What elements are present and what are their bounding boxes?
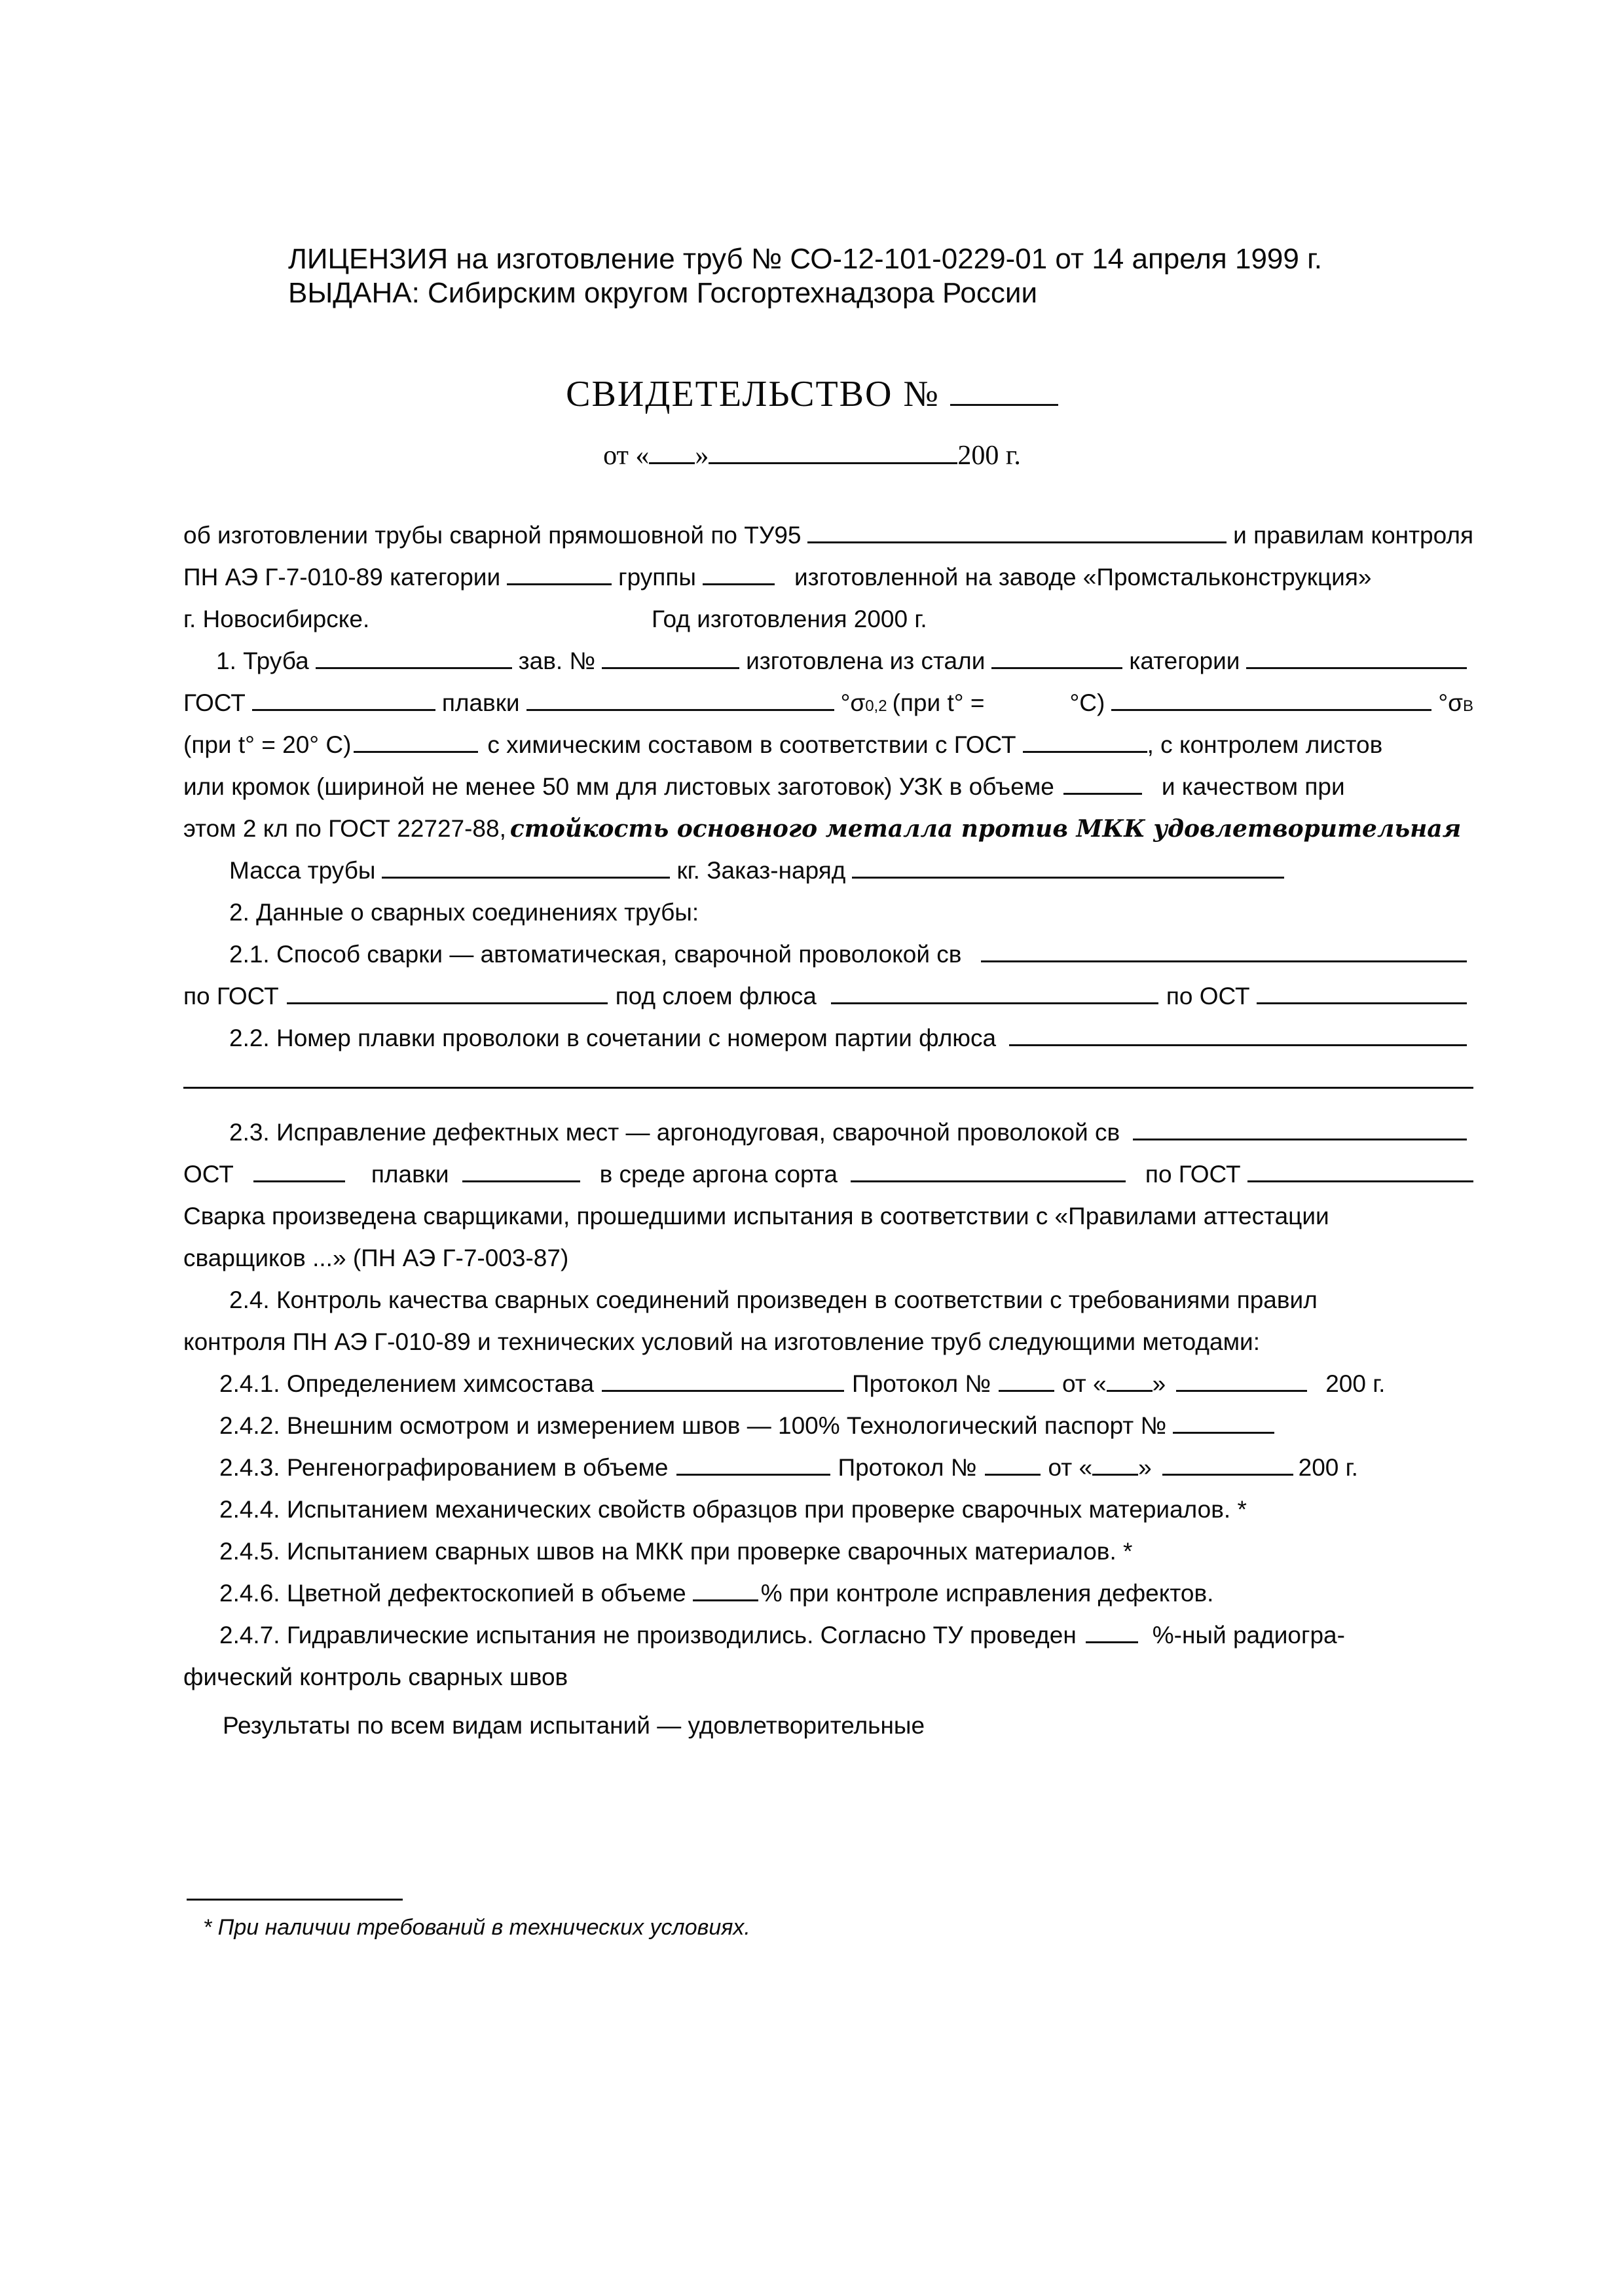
group-blank xyxy=(703,564,775,585)
date-month-blank xyxy=(709,443,957,464)
mass-line xyxy=(183,855,1473,886)
item1-line-2 xyxy=(183,687,1473,722)
item-text: изготовлена из стали xyxy=(746,647,986,674)
item-text: 2.2. Номер плавки проволоки в сочетании с номером партии флюса xyxy=(229,1025,997,1051)
item-text: от « xyxy=(1048,1454,1093,1481)
license-line xyxy=(288,241,1473,278)
issued-text: ВЫДАНА: Сибирским округом Госгортехнадзора России xyxy=(288,277,1038,309)
s241-line xyxy=(183,1368,1473,1400)
certificate-number-blank xyxy=(950,384,1058,406)
order-blank xyxy=(852,857,1284,879)
item-text: , с контролем листов xyxy=(1147,731,1383,758)
date-close-quote: » xyxy=(695,441,709,471)
item-text: кг. Заказ-наряд xyxy=(676,857,846,884)
month-blank xyxy=(1162,1454,1293,1476)
continuation-blank xyxy=(183,1067,1473,1089)
tu-blank xyxy=(807,522,1227,543)
item-text: Протокол № xyxy=(838,1454,977,1481)
intro-line-2 xyxy=(183,562,1473,593)
item-text: зав. № xyxy=(518,647,596,674)
s23-line-4 xyxy=(183,1243,1473,1274)
handwritten-note: стойкость основного металла против МКК удовлетворительная xyxy=(509,815,1462,843)
protocol-blank xyxy=(999,1370,1054,1392)
date-day-blank xyxy=(649,443,695,464)
s23-line-3 xyxy=(183,1201,1473,1232)
item-text: 2.1. Способ сварки — автоматическая, сварочной проволокой св xyxy=(229,941,962,968)
item-text: или кромок (шириной не менее 50 мм для листовых заготовок) УЗК в объеме xyxy=(183,773,1054,800)
item2-title xyxy=(183,897,1473,928)
protocol-blank xyxy=(985,1454,1041,1476)
results-line xyxy=(183,1710,1473,1741)
item1-line-4 xyxy=(183,771,1473,803)
item-text: под слоем флюса xyxy=(615,983,817,1010)
section-title: 2. Данные о сварных соединениях трубы: xyxy=(229,899,699,926)
argon-grade-blank xyxy=(851,1161,1126,1182)
s244-line xyxy=(183,1494,1473,1525)
s21-line-1 xyxy=(183,939,1473,970)
item-text: от « xyxy=(1062,1370,1107,1397)
intro-text: группы xyxy=(618,564,696,591)
intro-text: и правилам контроля xyxy=(1233,522,1473,549)
intro-text: изготовленной на заводе «Промстальконструкция» xyxy=(794,564,1372,591)
item-text: 2.4.2. Внешним осмотром и измерением швов — 100% Технологический паспорт № xyxy=(219,1412,1167,1439)
date-from-label: от « xyxy=(603,441,650,471)
item-text: плавки xyxy=(371,1161,449,1188)
item-text: по ГОСТ xyxy=(1145,1161,1241,1188)
item-text: % при контроле исправления дефектов. xyxy=(760,1580,1214,1607)
intro-line-1 xyxy=(183,520,1473,551)
category-blank xyxy=(1246,647,1467,669)
results-text: Результаты по всем видам испытаний — удовлетворительные xyxy=(223,1712,925,1739)
issued-line xyxy=(288,275,1473,312)
wire-blank xyxy=(981,941,1467,962)
wire-gost-blank xyxy=(287,983,608,1004)
license-text: ЛИЦЕНЗИЯ на изготовление труб № СО-12-101-0229-01 от 14 апреля 1999 г. xyxy=(288,243,1322,275)
item-text: 2.4.7. Гидравлические испытания не производились. Согласно ТУ проведен xyxy=(219,1622,1077,1649)
s23-line-2 xyxy=(183,1159,1473,1190)
item-text: фический контроль сварных швов xyxy=(183,1664,568,1690)
item-text: 2.4. Контроль качества сварных соединений произведен в соответствии с требованиями правил xyxy=(229,1286,1318,1313)
s22-line xyxy=(183,1023,1473,1054)
footnote-text: * При наличии требований в технических условиях. xyxy=(203,1915,750,1940)
day-blank xyxy=(1092,1454,1138,1476)
s21-line-2 xyxy=(183,981,1473,1012)
s23-line-1 xyxy=(183,1117,1473,1148)
item-text: Масса трубы xyxy=(229,857,376,884)
serial-blank xyxy=(602,647,739,669)
uzk-volume-blank xyxy=(1063,773,1142,795)
item-text: 2.4.1. Определением химсостава xyxy=(219,1370,595,1397)
strength-blank xyxy=(354,731,478,753)
item-text: 2.4.3. Ренгенографированием в объеме xyxy=(219,1454,669,1481)
s247-line-1 xyxy=(183,1620,1473,1651)
s242-line xyxy=(183,1410,1473,1442)
chem-gost-blank xyxy=(1023,731,1147,753)
item-text: 2.4.5. Испытанием сварных швов на МКК при проверке сварочных материалов. * xyxy=(219,1538,1133,1565)
sigma-blank xyxy=(1111,689,1431,711)
s243-line xyxy=(183,1452,1473,1484)
category-blank xyxy=(507,564,612,585)
item-text: » xyxy=(1138,1454,1152,1481)
s245-line xyxy=(183,1536,1473,1567)
item1-line-3 xyxy=(183,729,1473,761)
item-text: 1. Труба xyxy=(216,647,309,674)
item-text: 200 г. xyxy=(1325,1370,1386,1397)
item-text: ОСТ xyxy=(183,1161,234,1188)
item-text: сварщиков ...» (ПН АЭ Г-7-003-87) xyxy=(183,1245,569,1271)
mass-blank xyxy=(382,857,670,879)
repair-wire-blank xyxy=(1133,1119,1467,1140)
item-text: ГОСТ xyxy=(183,689,246,716)
day-blank xyxy=(1107,1370,1153,1392)
item-text: по ГОСТ xyxy=(183,983,279,1010)
sigma-b-sub: В xyxy=(1462,697,1473,715)
s22-continuation xyxy=(183,1067,1473,1089)
repair-ost-blank xyxy=(253,1161,345,1182)
item-text: 2.3. Исправление дефектных мест — аргонодуговая, сварочной проволокой св xyxy=(229,1119,1120,1146)
intro-line-3 xyxy=(183,604,1473,635)
item-text: Сварка произведена сварщиками, прошедшими испытания в соответствии с «Правилами аттестации xyxy=(183,1203,1329,1230)
month-blank xyxy=(1176,1370,1307,1392)
item1-line-1 xyxy=(183,646,1473,677)
item-text: Протокол № xyxy=(852,1370,991,1397)
pipe-blank xyxy=(316,647,512,669)
wire-heat-blank xyxy=(1009,1025,1467,1046)
item-text: категории xyxy=(1129,647,1240,674)
s247-line-2 xyxy=(183,1662,1473,1693)
item-text: и качеством при xyxy=(1161,773,1345,800)
date-year-label: 200 г. xyxy=(957,441,1021,471)
certificate-title-text: СВИДЕТЕЛЬСТВО № xyxy=(566,374,940,414)
xray-volume-blank xyxy=(676,1454,830,1476)
certificate-date xyxy=(0,440,1624,471)
item1-line-5 xyxy=(183,813,1473,845)
footnote-rule xyxy=(187,1899,403,1901)
footnote xyxy=(203,1915,750,1941)
manufacture-year: Год изготовления 2000 г. xyxy=(652,606,927,632)
intro-text: ПН АЭ Г-7-010-89 категории xyxy=(183,564,501,591)
flux-blank xyxy=(831,983,1158,1004)
item-text: контроля ПН АЭ Г-010-89 и технических условий на изготовление труб следующими методами: xyxy=(183,1328,1260,1355)
repair-heat-blank xyxy=(462,1161,580,1182)
item-text: 2.4.6. Цветной дефектоскопией в объеме xyxy=(219,1580,686,1607)
chem-blank xyxy=(602,1370,844,1392)
ost-blank xyxy=(1257,983,1467,1004)
certificate-title xyxy=(0,373,1624,415)
item-text: °σ xyxy=(840,689,866,716)
intro-text: г. Новосибирске. xyxy=(183,606,370,632)
radiography-blank xyxy=(1086,1622,1138,1643)
heat-blank xyxy=(526,689,834,711)
item-text: (при t° = 20° С) xyxy=(183,731,352,758)
intro-text: об изготовлении трубы сварной прямошовной по ТУ95 xyxy=(183,522,802,549)
item-text: плавки xyxy=(441,689,520,716)
passport-blank xyxy=(1173,1412,1274,1434)
steel-blank xyxy=(991,647,1122,669)
s24-line-2 xyxy=(183,1326,1473,1358)
item-text: с химическим составом в соответствии с ГОСТ xyxy=(487,731,1016,758)
item-text: %-ный радиогра- xyxy=(1152,1622,1345,1649)
item-text: этом 2 кл по ГОСТ 22727-88, xyxy=(183,815,506,842)
item-text: (при t° = xyxy=(892,689,985,716)
item-text: по ОСТ xyxy=(1166,983,1250,1010)
item-text: » xyxy=(1152,1370,1166,1397)
item-text: 200 г. xyxy=(1298,1454,1358,1481)
dye-volume-blank xyxy=(693,1580,758,1601)
s246-line xyxy=(183,1578,1473,1609)
item-text: °σ xyxy=(1438,689,1463,716)
item-text: °С) xyxy=(1069,689,1105,716)
item-text: 2.4.4. Испытанием механических свойств образцов при проверке сварочных материалов. * xyxy=(219,1496,1247,1523)
sigma-sub: 0,2 xyxy=(865,697,887,715)
item-text: в среде аргона сорта xyxy=(599,1161,838,1188)
argon-gost-blank xyxy=(1247,1161,1473,1182)
gost-blank xyxy=(252,689,435,711)
s24-line-1 xyxy=(183,1285,1473,1316)
